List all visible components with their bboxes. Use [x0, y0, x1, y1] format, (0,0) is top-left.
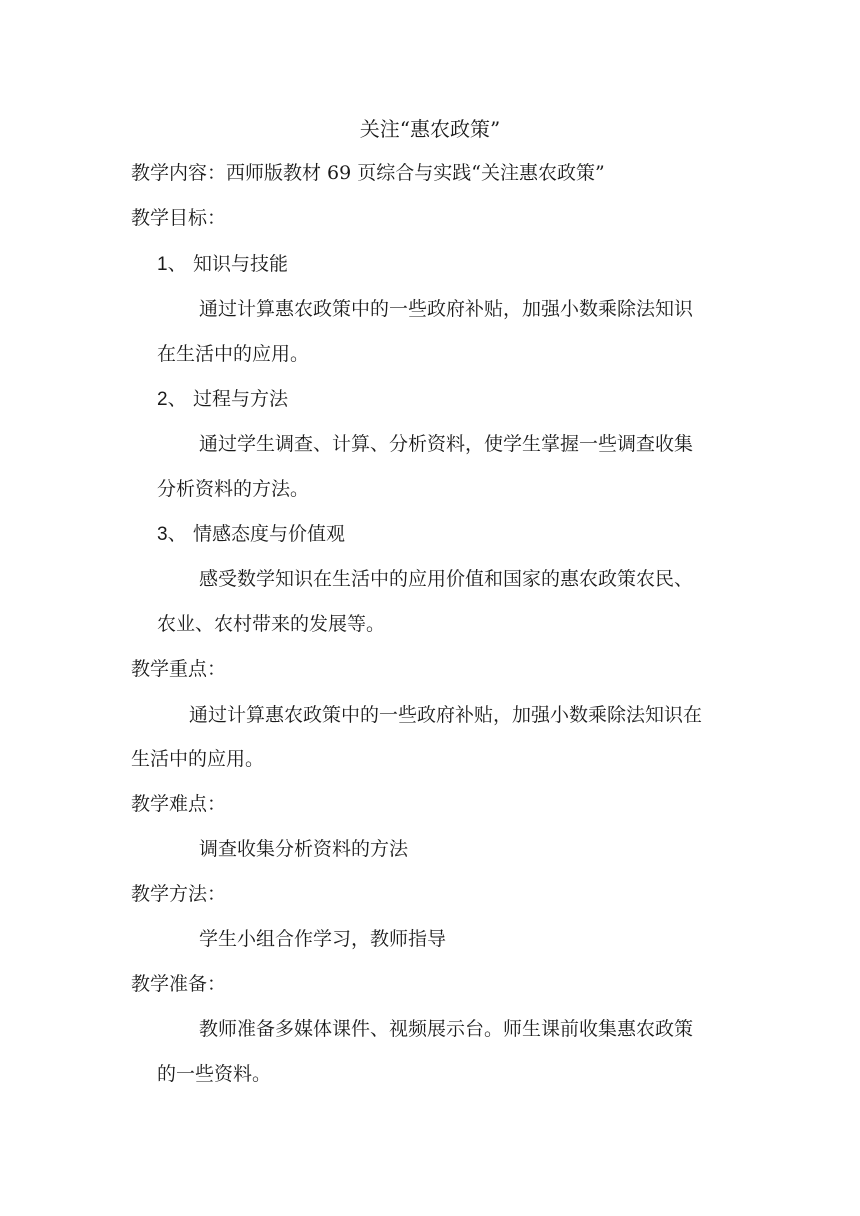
document-title: 关注“惠农政策”: [359, 117, 501, 141]
key-points-text-line1: 通过计算惠农政策中的一些政府补贴，加强小数乘除法知识在: [189, 704, 703, 726]
difficulties-heading: 教学难点：: [131, 793, 227, 815]
objective-3-header: [157, 522, 345, 547]
objective-1-number: 1、: [157, 254, 187, 275]
objective-3-label: 情感态度与价值观: [193, 523, 346, 545]
objective-2-number: 2、: [157, 389, 187, 410]
preparation-text-line2: 的一些资料。: [157, 1063, 272, 1085]
preparation-heading: 教学准备：: [131, 973, 227, 995]
objective-3-number: 3、: [157, 524, 187, 545]
preparation-text-line1: 教师准备多媒体课件、视频展示台。师生课前收集惠农政策: [199, 1018, 694, 1040]
objective-1-text-line2: 在生活中的应用。: [157, 343, 310, 365]
methods-text: 学生小组合作学习，教师指导: [199, 928, 447, 950]
objective-3-text-line2: 农业、农村带来的发展等。: [157, 613, 386, 635]
objective-1-label: 知识与技能: [193, 253, 289, 275]
key-points-text-line2: 生活中的应用。: [131, 748, 265, 770]
objective-2-text-line1: 通过学生调查、计算、分析资料，使学生掌握一些调查收集: [199, 433, 694, 455]
objective-1-header: [157, 252, 288, 277]
teaching-content-line: 教学内容：西师版教材 69 页综合与实践“关注惠农政策”: [131, 162, 605, 184]
objective-2-text-line2: 分析资料的方法。: [157, 478, 310, 500]
difficulties-text: 调查收集分析资料的方法: [199, 838, 409, 860]
objectives-heading: 教学目标：: [131, 207, 227, 229]
objective-2-header: [157, 387, 288, 412]
methods-heading: 教学方法：: [131, 883, 227, 905]
key-points-heading: 教学重点：: [131, 658, 227, 680]
objective-2-label: 过程与方法: [193, 388, 289, 410]
objective-1-text-line1: 通过计算惠农政策中的一些政府补贴，加强小数乘除法知识: [199, 298, 694, 320]
objective-3-text-line1: 感受数学知识在生活中的应用价值和国家的惠农政策农民、: [199, 568, 694, 590]
